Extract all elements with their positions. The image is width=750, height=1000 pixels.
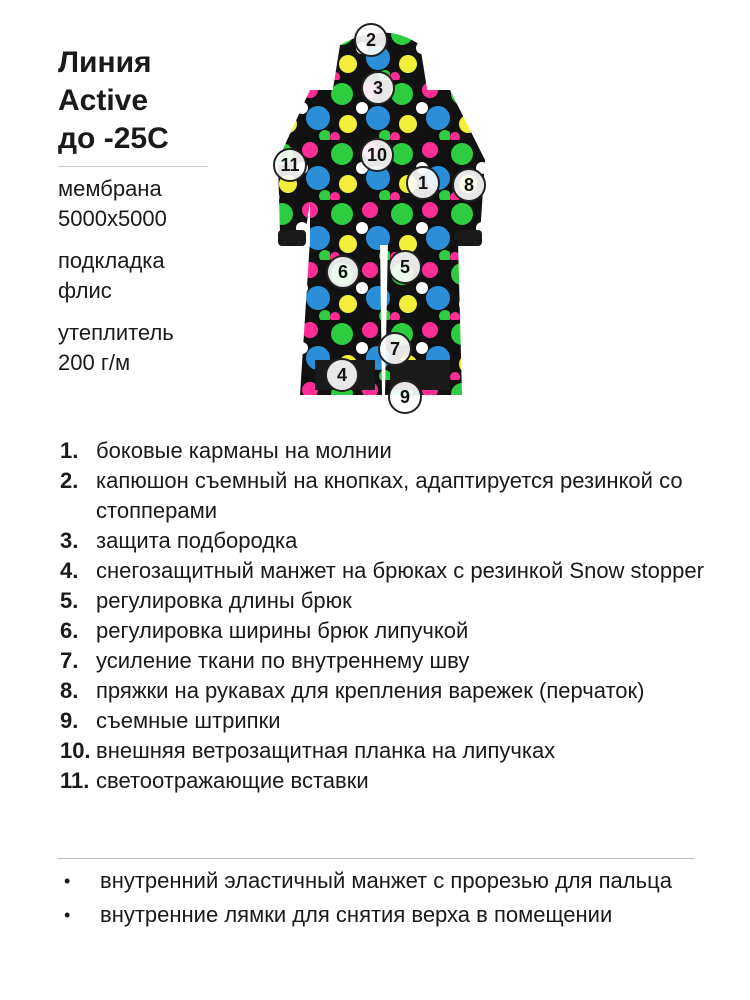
feature-text: пряжки на рукавах для крепления варежек (перчаток) bbox=[96, 678, 645, 703]
feature-number: 6. bbox=[60, 618, 79, 643]
feature-number: 10. bbox=[60, 738, 91, 763]
marker-7: 7 bbox=[378, 332, 412, 366]
feature-number: 5. bbox=[60, 588, 79, 613]
feature-item bbox=[60, 706, 710, 736]
spec-value: флис bbox=[58, 278, 112, 303]
feature-text: снегозащитный манжет на брюках с резинкой Snow stopper bbox=[96, 558, 704, 583]
marker-9: 9 bbox=[388, 380, 422, 414]
extra-feature-text: внутренний эластичный манжет с прорезью для пальца bbox=[100, 868, 672, 893]
feature-item bbox=[60, 736, 710, 766]
title-line: до -25С bbox=[58, 122, 169, 155]
spec-label: подкладка bbox=[58, 248, 165, 273]
feature-number: 1. bbox=[60, 438, 79, 463]
feature-number: 8. bbox=[60, 678, 79, 703]
feature-number: 3. bbox=[60, 528, 79, 553]
feature-text: капюшон съемный на кнопках, адаптируется резинкой со стопперами bbox=[96, 468, 683, 523]
feature-item bbox=[60, 676, 710, 706]
marker-4: 4 bbox=[325, 358, 359, 392]
feature-text: светоотражающие вставки bbox=[96, 768, 369, 793]
specs-block bbox=[58, 174, 174, 390]
feature-number: 11. bbox=[60, 768, 90, 793]
marker-2: 2 bbox=[354, 23, 388, 57]
feature-text: боковые карманы на молнии bbox=[96, 438, 392, 463]
bullet-icon: • bbox=[64, 871, 71, 891]
title-line: Линия bbox=[58, 46, 152, 79]
bullet-icon: • bbox=[64, 905, 71, 925]
extra-feature-item bbox=[60, 866, 710, 896]
extra-features-list bbox=[60, 866, 710, 934]
feature-text: регулировка длины брюк bbox=[96, 588, 352, 613]
spec-label: утеплитель bbox=[58, 320, 174, 345]
marker-1: 1 bbox=[406, 166, 440, 200]
feature-number: 4. bbox=[60, 558, 79, 583]
feature-text: усиление ткани по внутреннему шву bbox=[96, 648, 470, 673]
marker-10: 10 bbox=[360, 138, 394, 172]
marker-6: 6 bbox=[326, 255, 360, 289]
marker-5: 5 bbox=[388, 250, 422, 284]
feature-item bbox=[60, 436, 710, 466]
spec-value: 5000х5000 bbox=[58, 206, 167, 231]
feature-item bbox=[60, 526, 710, 556]
features-divider bbox=[58, 858, 694, 859]
feature-text: внешняя ветрозащитная планка на липучках bbox=[96, 738, 556, 763]
spec-membrane bbox=[58, 174, 174, 234]
spec-value: 200 г/м bbox=[58, 350, 131, 375]
feature-item bbox=[60, 616, 710, 646]
line-title bbox=[58, 44, 169, 158]
product-image bbox=[270, 20, 500, 420]
feature-number: 7. bbox=[60, 648, 79, 673]
extra-feature-item bbox=[60, 900, 710, 930]
feature-text: регулировка ширины брюк липучкой bbox=[96, 618, 469, 643]
title-line: Active bbox=[58, 84, 149, 117]
extra-feature-text: внутренние лямки для снятия верха в помещении bbox=[100, 902, 613, 927]
marker-3: 3 bbox=[361, 71, 395, 105]
feature-text: защита подбородка bbox=[96, 528, 298, 553]
feature-item bbox=[60, 466, 710, 526]
feature-item bbox=[60, 586, 710, 616]
spec-lining bbox=[58, 246, 174, 306]
feature-item bbox=[60, 646, 710, 676]
title-divider bbox=[58, 166, 208, 167]
feature-item bbox=[60, 556, 710, 586]
feature-number: 2. bbox=[60, 468, 79, 493]
spec-insulation bbox=[58, 318, 174, 378]
feature-number: 9. bbox=[60, 708, 79, 733]
spec-label: мембрана bbox=[58, 176, 162, 201]
marker-11: 11 bbox=[273, 148, 307, 182]
marker-8: 8 bbox=[452, 168, 486, 202]
feature-item bbox=[60, 766, 710, 796]
features-list bbox=[60, 436, 710, 796]
feature-text: съемные штрипки bbox=[96, 708, 281, 733]
